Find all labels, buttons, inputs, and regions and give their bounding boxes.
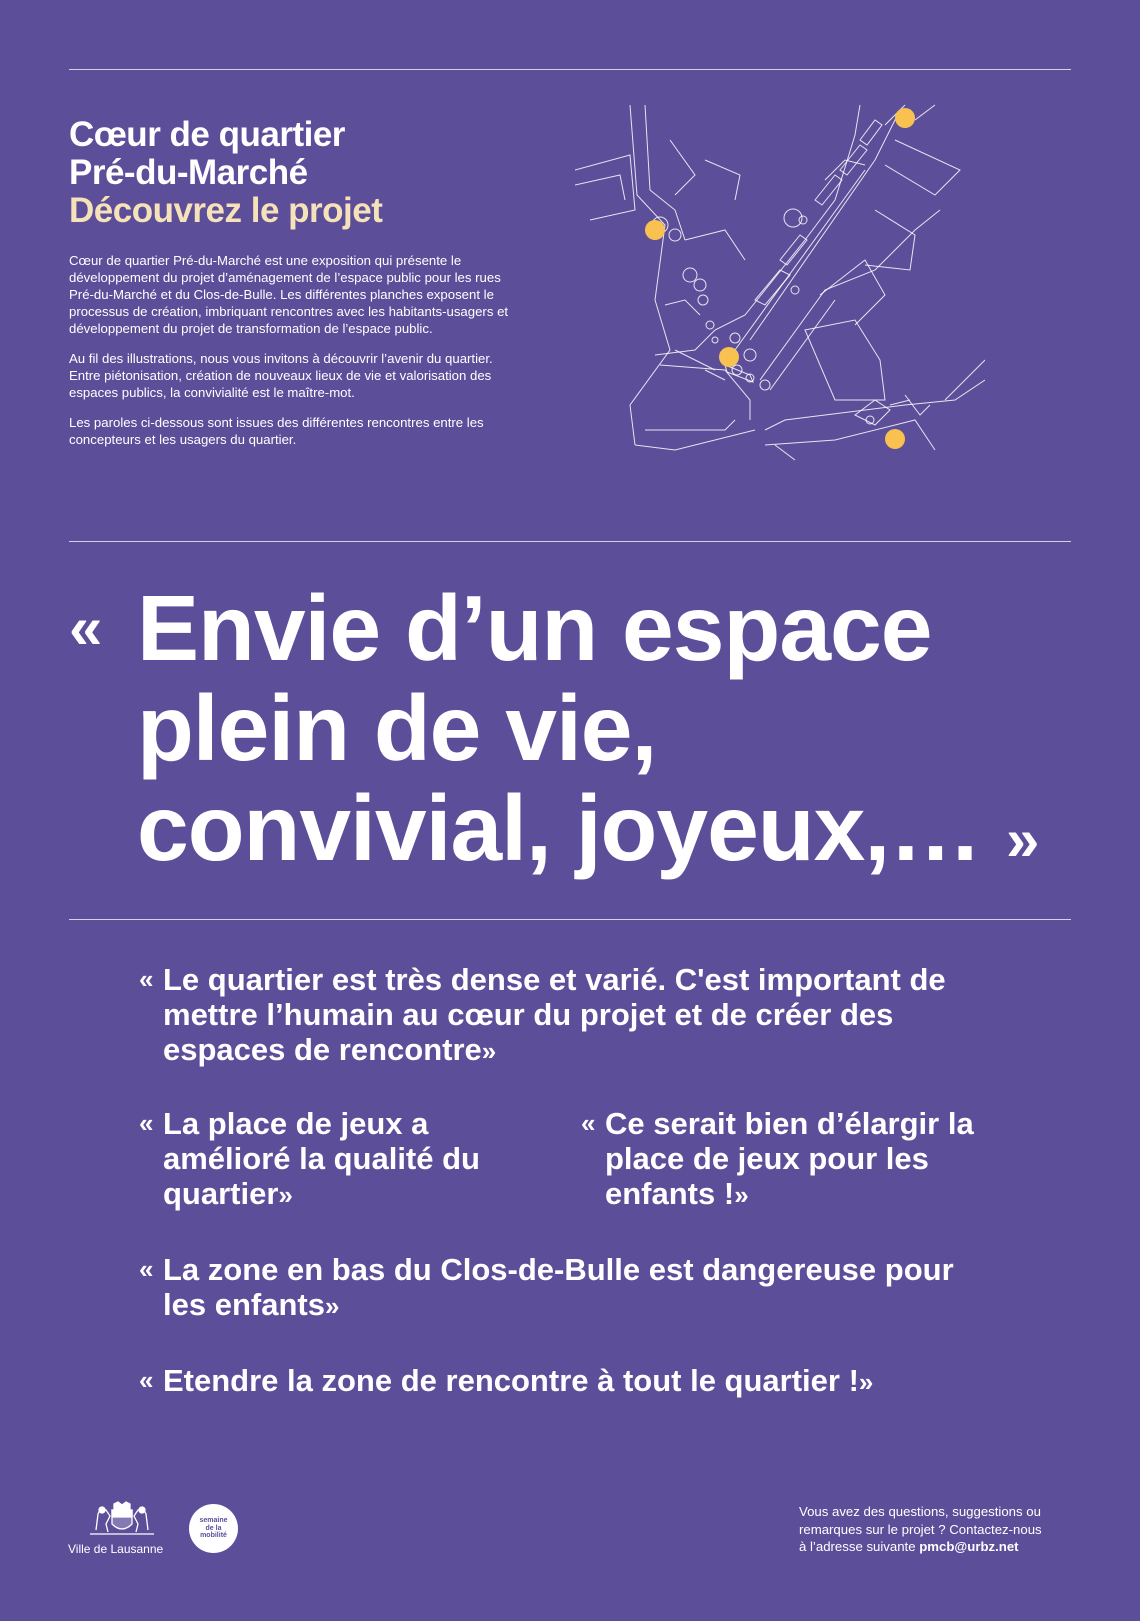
- map-marker: [719, 347, 739, 367]
- headline-line-3: convivial, joyeux,…: [137, 776, 982, 880]
- map-marker: [895, 108, 915, 128]
- contact-email-link[interactable]: pmcb@urbz.net: [919, 1539, 1019, 1554]
- quote-text: Ce serait bien d’élargir la place de jeux pour les enfants !: [605, 1106, 974, 1211]
- intro-paragraph: Cœur de quartier Pré-du-Marché est une exposition qui présente le développement du projet d’aménagement de l’espace public pour les rues Pré-du-Marché et du Clos-de-Bulle. Les différentes planches exposent le processus de création, imbriquant rencontres avec les habitants-usagers et développement du projet de transformation de l’espace public.: [69, 253, 509, 336]
- quote-open-mark: «: [139, 1365, 154, 1395]
- user-quote: [139, 1363, 1003, 1400]
- contact-line: à l’adresse suivante: [799, 1539, 920, 1554]
- quote-open-mark: «: [139, 1254, 154, 1284]
- user-quote: [581, 1106, 1025, 1213]
- headline-line-1: Envie d’un espace: [137, 576, 932, 680]
- title-line-2: Pré-du-Marché: [69, 153, 308, 192]
- quote-close-mark: »: [481, 1036, 497, 1066]
- semaine-logo-line: mobilité: [200, 1532, 227, 1540]
- quote-open-mark: «: [581, 1108, 596, 1138]
- title-accent: Découvrez le projet: [69, 191, 383, 230]
- quote-text: Le quartier est très dense et varié. C'est important de mettre l’humain au cœur du projet et de créer des espaces de rencontre: [163, 962, 946, 1067]
- headline-open-quote: «: [69, 594, 102, 661]
- quote-open-mark: «: [139, 1108, 154, 1138]
- contact-line: Vous avez des questions, suggestions ou: [799, 1504, 1041, 1519]
- quote-close-mark: »: [734, 1180, 749, 1210]
- intro-paragraph: Au fil des illustrations, nous vous invitons à découvrir l’avenir du quartier. Entre piétonisation, création de nouveaux lieux de vie et valorisation des espaces publics, la convivialité est le maître-mot.: [69, 351, 493, 400]
- quote-text: La zone en bas du Clos-de-Bulle est dangereuse pour les enfants: [163, 1252, 954, 1322]
- headline-close-quote: »: [1006, 806, 1039, 873]
- map-marker: [645, 220, 665, 240]
- lausanne-label: Ville de Lausanne: [68, 1542, 164, 1556]
- lower-divider: [69, 919, 1071, 920]
- quote-close-mark: »: [858, 1367, 874, 1397]
- semaine-mobilite-logo: [189, 1504, 238, 1553]
- lausanne-logo: [68, 1500, 176, 1556]
- headline-quote: [69, 578, 1069, 890]
- quote-text: La place de jeux a amélioré la qualité du quartier: [163, 1106, 480, 1211]
- quote-close-mark: »: [278, 1180, 293, 1210]
- contact-info: [799, 1503, 1099, 1556]
- coat-of-arms-icon: [86, 1500, 158, 1536]
- map-marker: [885, 429, 905, 449]
- intro-text: [69, 252, 509, 448]
- contact-line: remarques sur le projet ? Contactez-nous: [799, 1521, 1042, 1537]
- top-divider: [69, 69, 1071, 70]
- header-block: [69, 116, 509, 461]
- headline-line-2: plein de vie,: [137, 676, 657, 780]
- quote-open-mark: «: [139, 964, 154, 994]
- semaine-logo-line: semaine: [199, 1517, 228, 1525]
- intro-paragraph: Les paroles ci-dessous sont issues des différentes rencontres entre les concepteurs et les usagers du quartier.: [69, 415, 484, 447]
- user-quote: [139, 1252, 1003, 1324]
- middle-divider: [69, 541, 1071, 542]
- site-plan-map: [575, 100, 985, 480]
- quote-close-mark: »: [324, 1291, 340, 1321]
- semaine-logo-line: de la: [205, 1524, 222, 1532]
- quote-text: Etendre la zone de rencontre à tout le quartier !: [163, 1363, 859, 1398]
- title-line-1: Cœur de quartier: [69, 115, 345, 154]
- user-quote: [139, 962, 1003, 1069]
- user-quote: [139, 1106, 543, 1213]
